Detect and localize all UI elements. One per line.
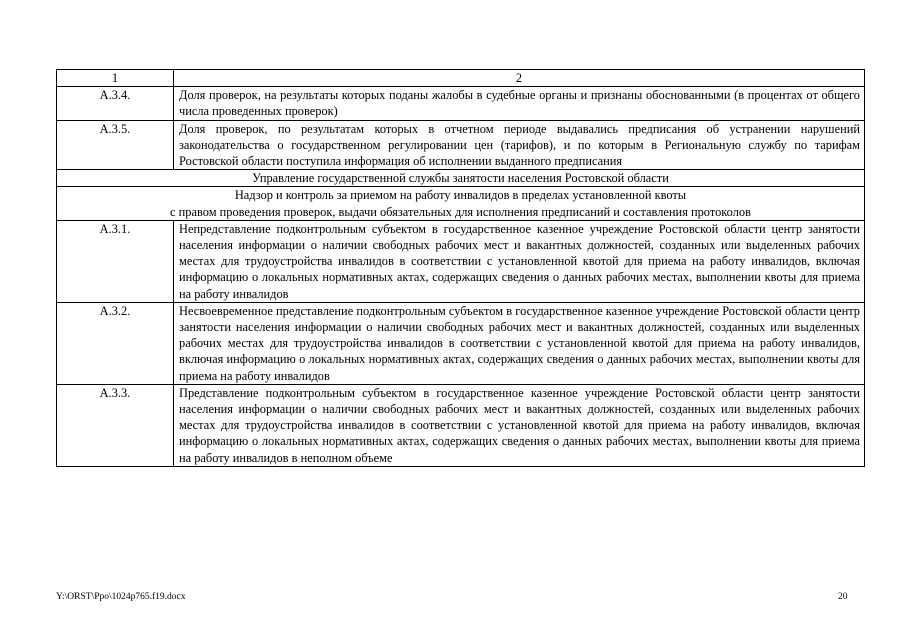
footer-file-path: Y:\ORST\Ppo\1024p765.f19.docx — [56, 592, 186, 602]
subsection-line-1: Надзор и контроль за приемом на работу инвалидов в пределах установленной квоты — [234, 188, 687, 203]
row-code: А.3.2. — [57, 302, 174, 384]
row-text: Доля проверок, по результатам которых в отчетном периоде выдавались предписания об устранении нарушений законодательства о государственном регулировании цен (тарифов), и по которым в Региональную службу по тарифам Ростовской области поступила информация об исполнении выданного предписания — [174, 120, 865, 170]
row-text: Представление подконтрольным субъектом в государственное казенное учреждение Ростовской области центр занятости населения информации о наличии свободных рабочих мест и вакантных должностей, созданных или выделенных рабочих местах для трудоустройства инвалидов в соответствии с установленной квотой для приема на работу инвалидов, включая информацию о локальных нормативных актах, содержащих сведения о данных рабочих местах, выполнении квоты для приема на работу инвалидов в неполном объеме — [174, 384, 865, 466]
section-title: Управление государственной службы занятости населения Ростовской области — [57, 170, 865, 187]
subsection-title — [57, 187, 865, 220]
table-row — [57, 384, 865, 466]
subsection-line-2: с правом проведения проверок, выдачи обязательных для исполнения предписаний и составления протоколов — [170, 204, 751, 219]
table-header-row — [57, 70, 865, 87]
table-row — [57, 302, 865, 384]
requirements-table — [56, 69, 865, 467]
header-col-2: 2 — [174, 70, 865, 87]
row-text: Доля проверок, на результаты которых поданы жалобы в судебные органы и признаны обоснованными (в процентах от общего числа проведенных проверок) — [174, 87, 865, 120]
subsection-row — [57, 187, 865, 220]
row-code: А.3.4. — [57, 87, 174, 120]
section-row — [57, 170, 865, 187]
row-code: А.3.5. — [57, 120, 174, 170]
row-code: А.3.3. — [57, 384, 174, 466]
table-row — [57, 220, 865, 302]
row-text: Несвоевременное представление подконтрольным субъектом в государственное казенное учреждение Ростовской области центр занятости населения информации о наличии свободных рабочих мест и вакантных должностей, созданных или выделенных рабочих местах для трудоустройства инвалидов в соответствии с установленной квотой для приема на работу инвалидов, включая информацию о локальных нормативных актах, содержащих сведения о данных рабочих местах, выполнении квоты для приема на работу инвалидов — [174, 302, 865, 384]
table-row — [57, 87, 865, 120]
table-row — [57, 120, 865, 170]
page-number: 20 — [838, 592, 848, 602]
row-code: А.3.1. — [57, 220, 174, 302]
row-text: Непредставление подконтрольным субъектом в государственное казенное учреждение Ростовской области центр занятости населения информации о наличии свободных рабочих мест и вакантных должностей, созданных или выделенных рабочих местах для трудоустройства инвалидов в соответствии с установленной квотой для приема на работу инвалидов, включая информацию о локальных нормативных актах, содержащих сведения о данных рабочих местах, выполнении квоты для приема на работу инвалидов — [174, 220, 865, 302]
header-col-1: 1 — [57, 70, 174, 87]
